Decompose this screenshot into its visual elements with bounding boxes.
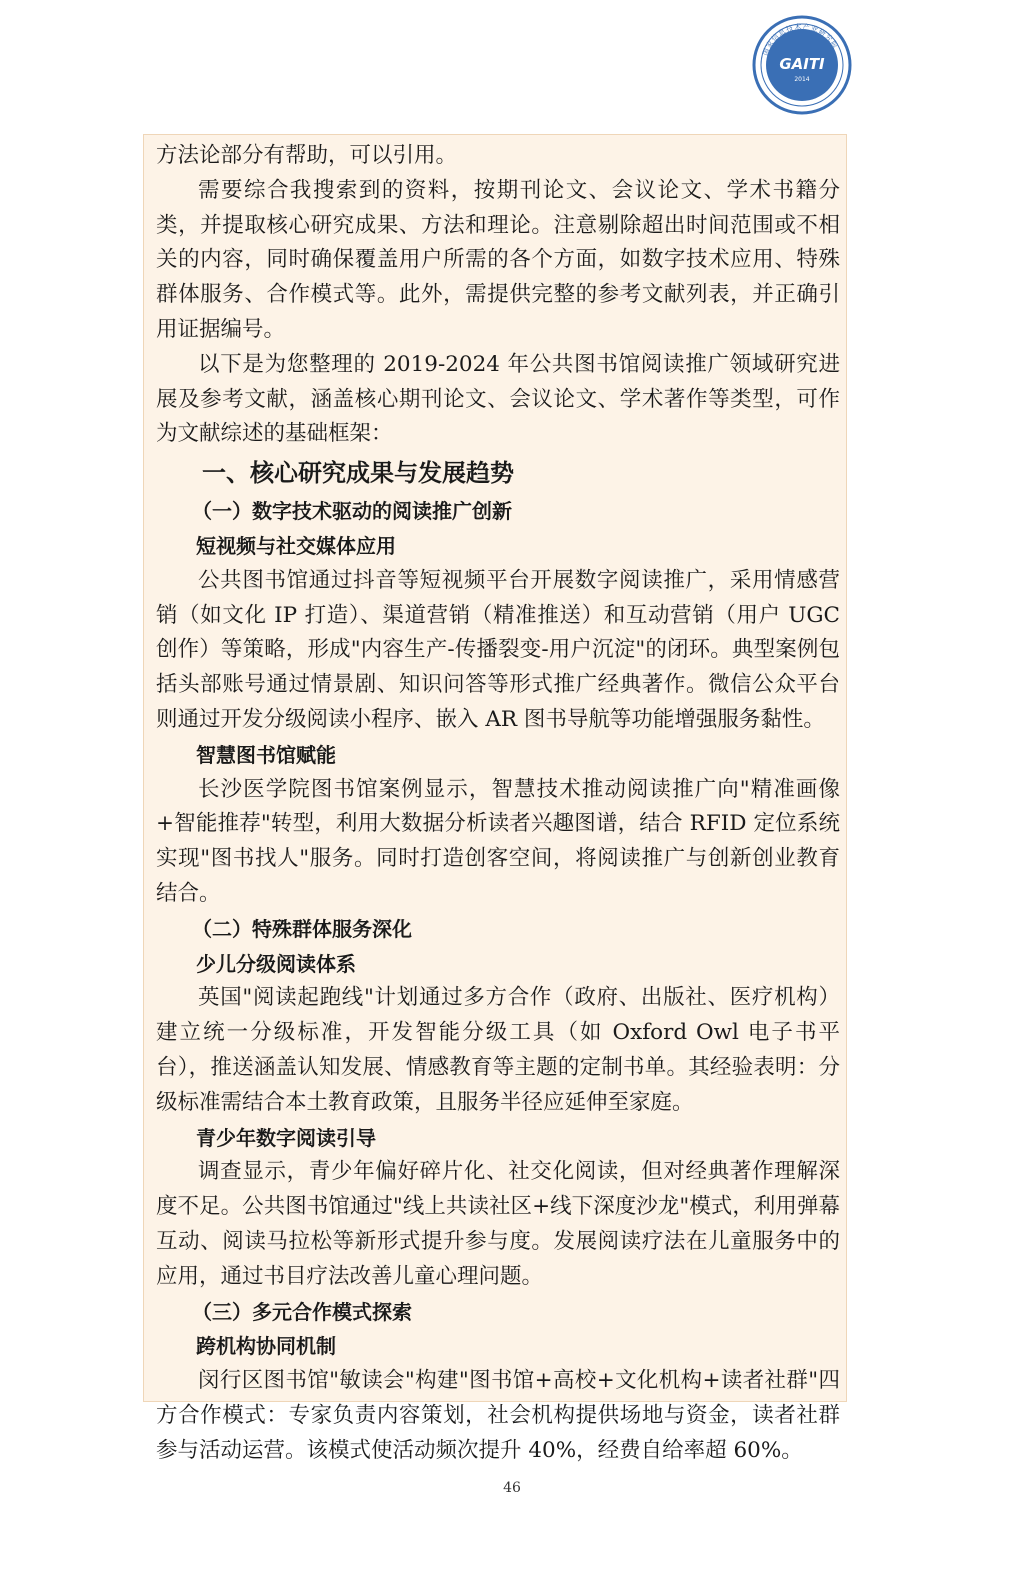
paragraph-3: 以下是为您整理的 2019-2024 年公共图书馆阅读推广领域研究进展及参考文献，涵盖核心期刊论文、会议论文、学术著作等类型，可作为文献综述的基础框架： bbox=[156, 351, 840, 447]
topic-heading-cooperation: 跨机构协同机制 bbox=[196, 1334, 336, 1359]
subsection-heading-3: （三）多元合作模式探索 bbox=[192, 1299, 412, 1324]
section-heading-1: 一、核心研究成果与发展趋势 bbox=[202, 459, 514, 488]
logo-year: 2014 bbox=[794, 76, 810, 83]
topic-heading-short-video: 短视频与社交媒体应用 bbox=[196, 533, 396, 558]
gaiti-logo bbox=[752, 15, 852, 115]
paragraph-4: 公共图书馆通过抖音等短视频平台开展数字阅读推广，采用情感营销（如文化 IP 打造）、渠道营销（精准推送）和互动营销（用户 UGC 创作）等策略，形成"内容生产-传播裂变-用户沉淀"的闭环。典型案例包括头部账号通过情景剧、知识问答等形式推广经典著作。微信公众平台则通过开发分级阅读小程序、嵌入 AR 图书导航等功能增强服务黏性。 bbox=[156, 567, 840, 732]
paragraph-7: 调查显示，青少年偏好碎片化、社交化阅读，但对经典著作理解深度不足。公共图书馆通过"线上共读社区+线下深度沙龙"模式，利用弹幕互动、阅读马拉松等新形式提升参与度。发展阅读疗法在儿童服务中的应用，通过书目疗法改善儿童心理问题。 bbox=[156, 1159, 840, 1289]
logo-ring-text: 国家信息技术产业研究院 bbox=[761, 22, 840, 57]
content bbox=[156, 139, 840, 1468]
paragraph-2: 需要综合我搜索到的资料，按期刊论文、会议论文、学术书籍分类，并提取核心研究成果、方法和理论。注意剔除超出时间范围或不相关的内容，同时确保覆盖用户所需的各个方面，如数字技术应用、特殊群体服务、合作模式等。此外，需提供完整的参考文献列表，并正确引用证据编号。 bbox=[156, 177, 840, 342]
paragraph-5: 长沙医学院图书馆案例显示，智慧技术推动阅读推广向"精准画像+智能推荐"转型，利用大数据分析读者兴趣图谱，结合 RFID 定位系统实现"图书找人"服务。同时打造创客空间，将阅读推广与创新创业教育结合。 bbox=[156, 776, 840, 906]
page-number: 46 bbox=[503, 1480, 521, 1496]
subsection-heading-1: （一）数字技术驱动的阅读推广创新 bbox=[192, 499, 512, 524]
logo-text: GAITI bbox=[779, 55, 825, 73]
paragraph-6: 英国"阅读起跑线"计划通过多方合作（政府、出版社、医疗机构）建立统一分级标准，开发智能分级工具（如 Oxford Owl 电子书平台），推送涵盖认知发展、情感教育等主题的定制书单。其经验表明：分级标准需结合本土教育政策，且服务半径应延伸至家庭。 bbox=[156, 985, 840, 1115]
topic-heading-youth-reading: 青少年数字阅读引导 bbox=[196, 1125, 376, 1150]
paragraph-1: 方法论部分有帮助，可以引用。 bbox=[156, 143, 458, 168]
topic-heading-smart-library: 智慧图书馆赋能 bbox=[196, 742, 336, 767]
content-box bbox=[143, 134, 847, 1463]
paragraph-8: 闵行区图书馆"敏读会"构建"图书馆+高校+文化机构+读者社群"四方合作模式：专家负责内容策划，社会机构提供场地与资金，读者社群参与活动运营。该模式使活动频次提升 40%，经费自给率超 60%。 bbox=[156, 1368, 840, 1463]
topic-heading-children-reading: 少儿分级阅读体系 bbox=[196, 951, 356, 976]
subsection-heading-2: （二）特殊群体服务深化 bbox=[192, 916, 412, 941]
